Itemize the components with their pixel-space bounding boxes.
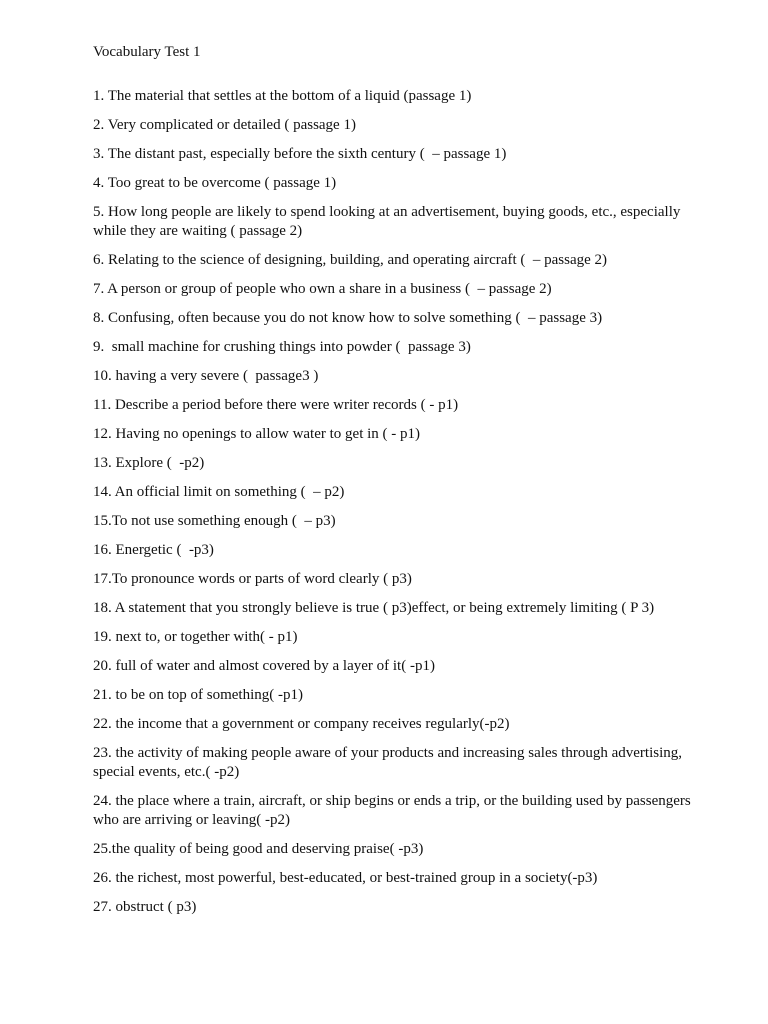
question-item: 17.To pronounce words or parts of word clearly ( p3) <box>93 571 412 587</box>
question-item: 4. Too great to be overcome ( passage 1) <box>93 175 337 191</box>
question-item: 15.To not use something enough ( – p3) <box>93 513 336 529</box>
question-item: 5. How long people are likely to spend looking at an advertisement, buying goods, etc., especially while they are waiting ( passage 2) <box>93 204 685 239</box>
question-item: 7. A person or group of people who own a share in a business ( – passage 2) <box>93 281 552 297</box>
question-item: 26. the richest, most powerful, best-educated, or best-trained group in a society(-p3) <box>93 870 598 886</box>
question-item: 25.the quality of being good and deserving praise( -p3) <box>93 841 424 857</box>
question-list <box>93 87 693 927</box>
question-item: 23. the activity of making people aware of your products and increasing sales through advertising, special events, etc.( -p2) <box>93 745 686 780</box>
question-item: 13. Explore ( -p2) <box>93 455 205 471</box>
question-item: 18. A statement that you strongly believe is true ( p3)effect, or being extremely limiting ( P 3) <box>93 600 655 616</box>
page-title: Vocabulary Test 1 <box>93 44 201 60</box>
question-item: 22. the income that a government or company receives regularly(-p2) <box>93 716 510 732</box>
question-item: 16. Energetic ( -p3) <box>93 542 214 558</box>
question-item: 10. having a very severe ( passage3 ) <box>93 368 319 384</box>
question-item: 2. Very complicated or detailed ( passage 1) <box>93 117 356 133</box>
question-item: 24. the place where a train, aircraft, or ship begins or ends a trip, or the building used by passengers who are arriving or leaving( -p2) <box>93 793 695 828</box>
question-item: 3. The distant past, especially before the sixth century ( – passage 1) <box>93 146 507 162</box>
question-item: 19. next to, or together with( - p1) <box>93 629 298 645</box>
question-item: 20. full of water and almost covered by a layer of it( -p1) <box>93 658 435 674</box>
question-item: 11. Describe a period before there were writer records ( - p1) <box>93 397 459 413</box>
question-item: 21. to be on top of something( -p1) <box>93 687 303 703</box>
question-item: 9. small machine for crushing things into powder ( passage 3) <box>93 339 471 355</box>
question-item: 12. Having no openings to allow water to get in ( - p1) <box>93 426 421 442</box>
question-item: 1. The material that settles at the bottom of a liquid (passage 1) <box>93 88 472 104</box>
question-item: 14. An official limit on something ( – p2) <box>93 484 345 500</box>
question-item: 27. obstruct ( p3) <box>93 899 197 915</box>
question-item: 6. Relating to the science of designing, building, and operating aircraft ( – passage 2) <box>93 252 608 268</box>
question-item: 8. Confusing, often because you do not know how to solve something ( – passage 3) <box>93 310 603 326</box>
